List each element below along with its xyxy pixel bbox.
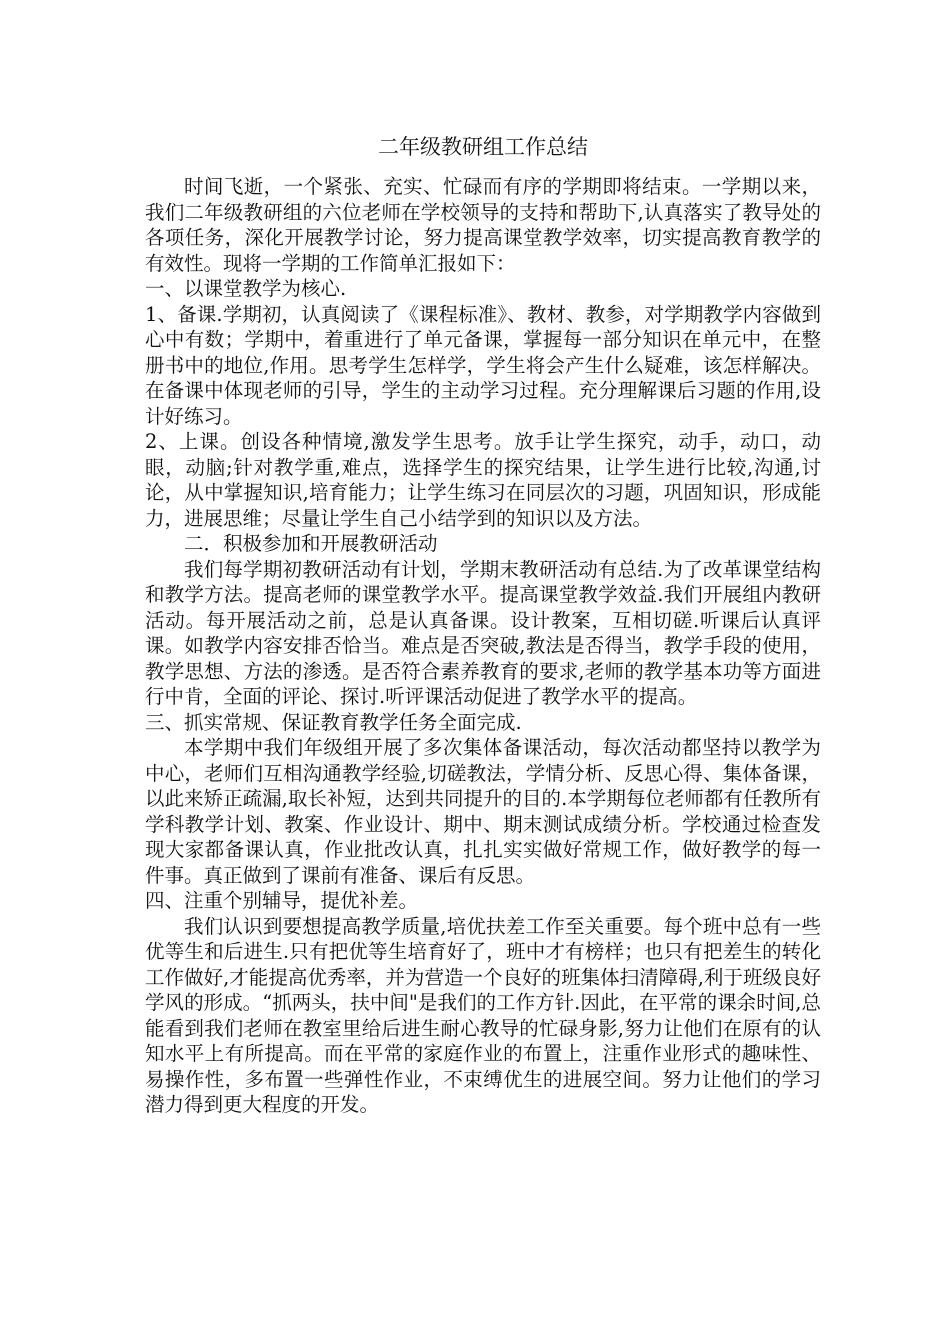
paragraph-intro: 时间飞逝，一个紧张、充实、忙碌而有序的学期即将结束。一学期以来，我们二年级教研组的六位老师在学校领导的支持和帮助下,认真落实了教导处的各项任务，深化开展教学讨论，努力提高课堂教学效率，切实提高教育教学的有效性。现将一学期的工作简单汇报如下： [145, 175, 821, 275]
heading-section-2: 二．积极参加和开展教研活动 [184, 532, 438, 555]
heading-section-1: 一、以课堂教学为核心. [145, 277, 347, 300]
paragraph-teaching: 2、上课。创设各种情境,激发学生思考。放手让学生探究，动手，动口，动眼，动脑;针对教学重,难点，选择学生的探究结果，让学生进行比较,沟通,讨论，从中掌握知识,培育能力；让学生练习在同层次的习题，巩固知识，形成能力，进展思维；尽量让学生自己小结学到的知识以及方法。 [145, 430, 821, 530]
document-title: 二年级教研组工作总结 [378, 135, 588, 159]
paragraph-tutoring: 我们认识到要想提高教学质量,培优扶差工作至关重要。每个班中总有一些优等生和后进生.只有把优等生培育好了，班中才有榜样；也只有把差生的转化工作做好,才能提高优秀率，并为营造一个良好的班集体扫清障碍,利于班级良好学风的形成。“抓两头，扶中间"是我们的工作方针.因此，在平常的课余时间,总能看到我们老师在教室里给后进生耐心教导的忙碌身影,努力让他们在原有的认知水平上有所提高。而在平常的家庭作业的布置上，注重作业形式的趣味性、易操作性，多布置一些弹性作业，不束缚优生的进展空间。努力让他们的学习潜力得到更大程度的开发。 [145, 914, 821, 1116]
heading-section-4: 四、注重个别辅导，提优补差。 [145, 889, 419, 912]
paragraph-research: 我们每学期初教研活动有计划，学期末教研活动有总结.为了改革课堂结构和教学方法。提高老师的课堂教学水平。提高课堂教学效益.我们开展组内教研活动。每开展活动之前，总是认真备课。设计教案，互相切磋.听课后认真评课。如教学内容安排否恰当。难点是否突破,教法是否得当，教学手段的使用，教学思想、方法的渗透。是否符合素养教育的要求,老师的教学基本功等方面进行中肯，全面的评论、探讨.听评课活动促进了教学水平的提高。 [145, 557, 821, 708]
document-page [145, 134, 821, 1118]
paragraph-routine: 本学期中我们年级组开展了多次集体备课活动，每次活动都坚持以教学为中心，老师们互相沟通教学经验,切磋教法，学情分析、反思心得、集体备课，以此来矫正疏漏,取长补短，达到共同提升的目的.本学期每位老师都有任教所有学科教学计划、教案、作业设计、期中、期末测试成绩分析。学校通过检查发现大家都备课认真，作业批改认真，扎扎实实做好常规工作，做好教学的每一件事。真正做到了课前有准备、课后有反思。 [145, 736, 821, 887]
heading-section-3: 三、抓实常规、保证教育教学任务全面完成. [145, 710, 522, 734]
paragraph-lesson-prep: 1、备课.学期初，认真阅读了《课程标准》、教材、教参，对学期教学内容做到心中有数；学期中，着重进行了单元备课，掌握每一部分知识在单元中，在整册书中的地位,作用。思考学生怎样学，学生将会产生什么疑难，该怎样解决。在备课中体现老师的引导，学生的主动学习过程。充分理解课后习题的作用,设计好练习。 [145, 302, 821, 428]
